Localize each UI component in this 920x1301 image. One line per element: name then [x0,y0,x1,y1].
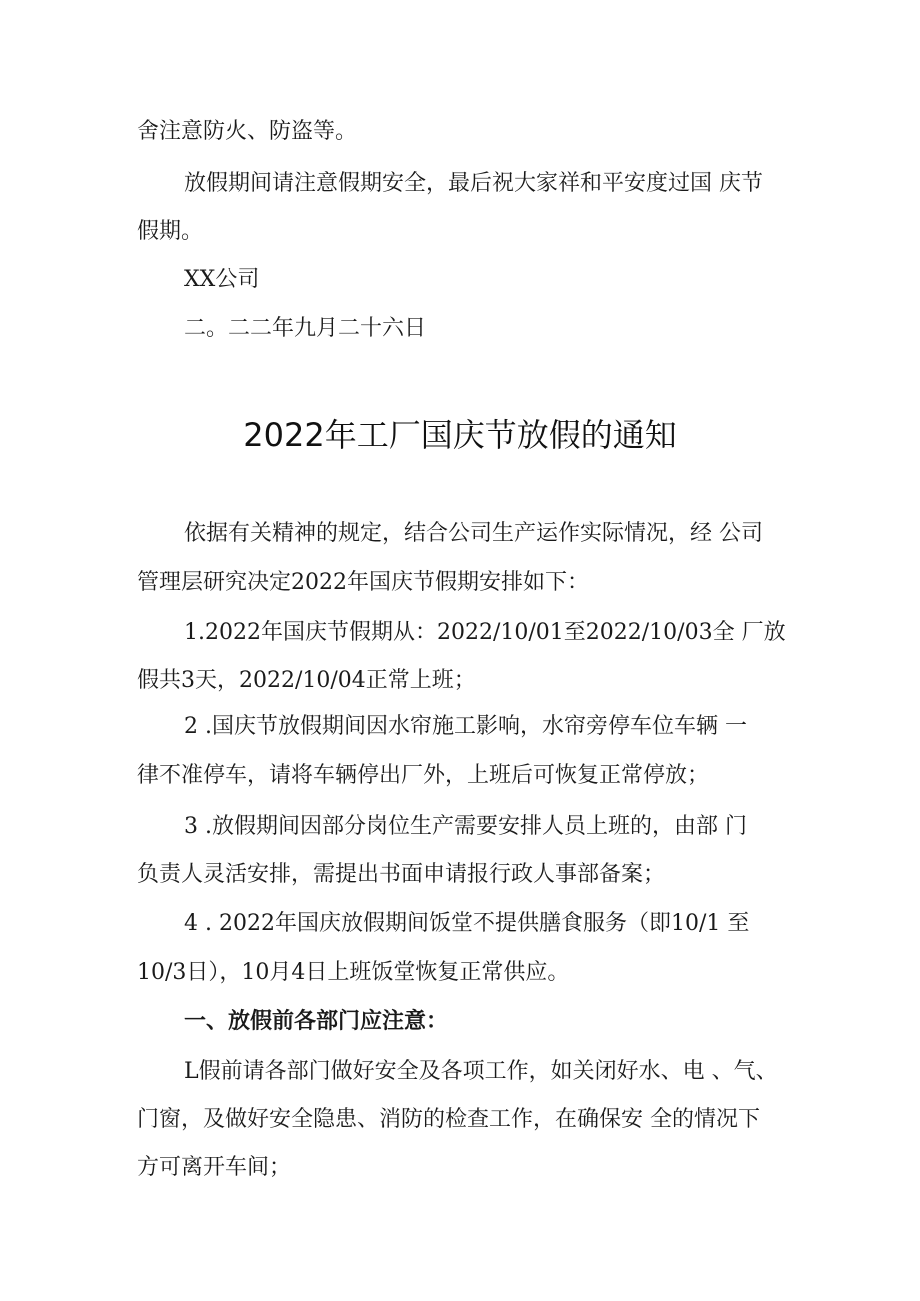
item-2-line: 律不准停车，请将车辆停出厂外，上班后可恢复正常停放； [137,763,710,788]
section-1-line: 门窗，及做好安全隐患、消防的检查工作，在确保安 全的情况下 [137,1107,760,1132]
section-1-line: 方可离开车间； [137,1155,292,1180]
item-4-line: 4 . 2022年国庆放假期间饭堂不提供膳食服务（即10/1 至 [184,911,750,936]
item-1-line: 假共3天，2022/10/04正常上班； [137,668,476,693]
item-4-line: 10/3日），10月4日上班饭堂恢复正常供应。 [137,960,570,985]
item-3-line: 3 .放假期间因部分岗位生产需要安排人员上班的，由部 门 [184,814,747,839]
date-line: 二。二二年九月二十六日 [184,316,427,341]
intro-line: 管理层研究决定2022年国庆节假期安排如下： [137,570,589,595]
item-2-line: 2 .国庆节放假期间因水帘施工影响，水帘旁停车位车辆 一 [184,714,747,739]
section-1-line: L假前请各部门做好安全及各项工作，如关闭好水、电 、气、 [184,1059,778,1084]
intro-line: 依据有关精神的规定，结合公司生产运作实际情况，经 公司 [184,521,763,546]
text-line: 假期。 [137,219,204,244]
company-name: XX公司 [184,267,260,292]
text-line: 舍注意防火、防盗等。 [137,119,358,144]
section-heading: 一、放假前各部门应注意： [184,1009,449,1034]
document-title: 2022年工厂国庆节放假的通知 [243,416,677,454]
item-1-line: 1.2022年国庆节假期从：2022/10/01至2022/10/03全 厂放 [184,620,786,645]
item-3-line: 负责人灵活安排，需提出书面申请报行政人事部备案； [137,862,666,887]
text-line: 放假期间请注意假期安全，最后祝大家祥和平安度过国 庆节 [184,171,763,196]
